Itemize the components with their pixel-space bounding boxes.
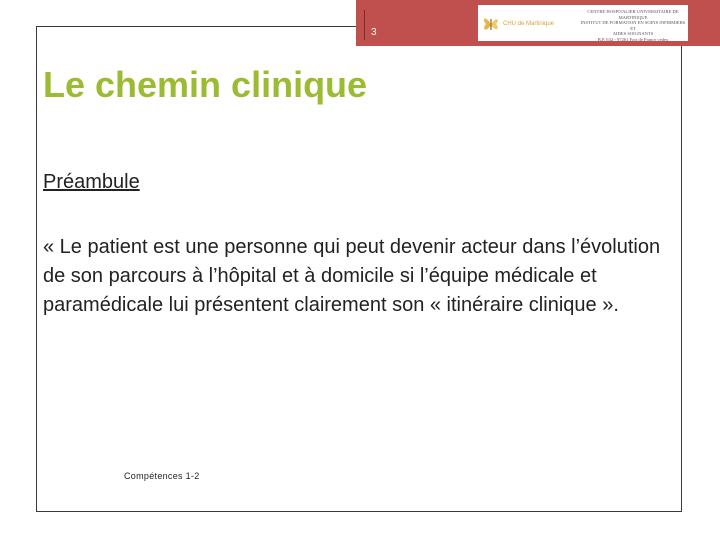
butterfly-logo-icon — [482, 12, 500, 36]
preamble-quote: « Le patient est une personne qui peut devenir acteur dans l’évolution de son parcours à l’hôpital et à domicile si l’équipe médicale et paramédicale lui présentent clairement son « itinéraire clinique ». — [43, 236, 661, 316]
institution-line: INSTITUT DE FORMATION EN SOINS INFIRMIERS ET — [580, 20, 686, 31]
header-divider — [364, 10, 365, 40]
institution-line: AIDES SOIGNANTS — [612, 31, 654, 37]
slide-title: Le chemin clinique — [43, 64, 368, 105]
institution-line: CENTRE HOSPITALIER UNIVERSITAIRE DE MARTINIQUE — [587, 9, 679, 20]
section-subtitle: Préambule — [43, 171, 140, 193]
footer-competences: Compétences 1-2 — [124, 471, 200, 481]
institution-line: B.P. 632 - 97261 Fort de France cedex — [597, 36, 669, 42]
institution-address — [578, 9, 688, 43]
logo-text: CHU de Martinique — [503, 21, 555, 27]
slide-number: 3 — [371, 27, 377, 38]
